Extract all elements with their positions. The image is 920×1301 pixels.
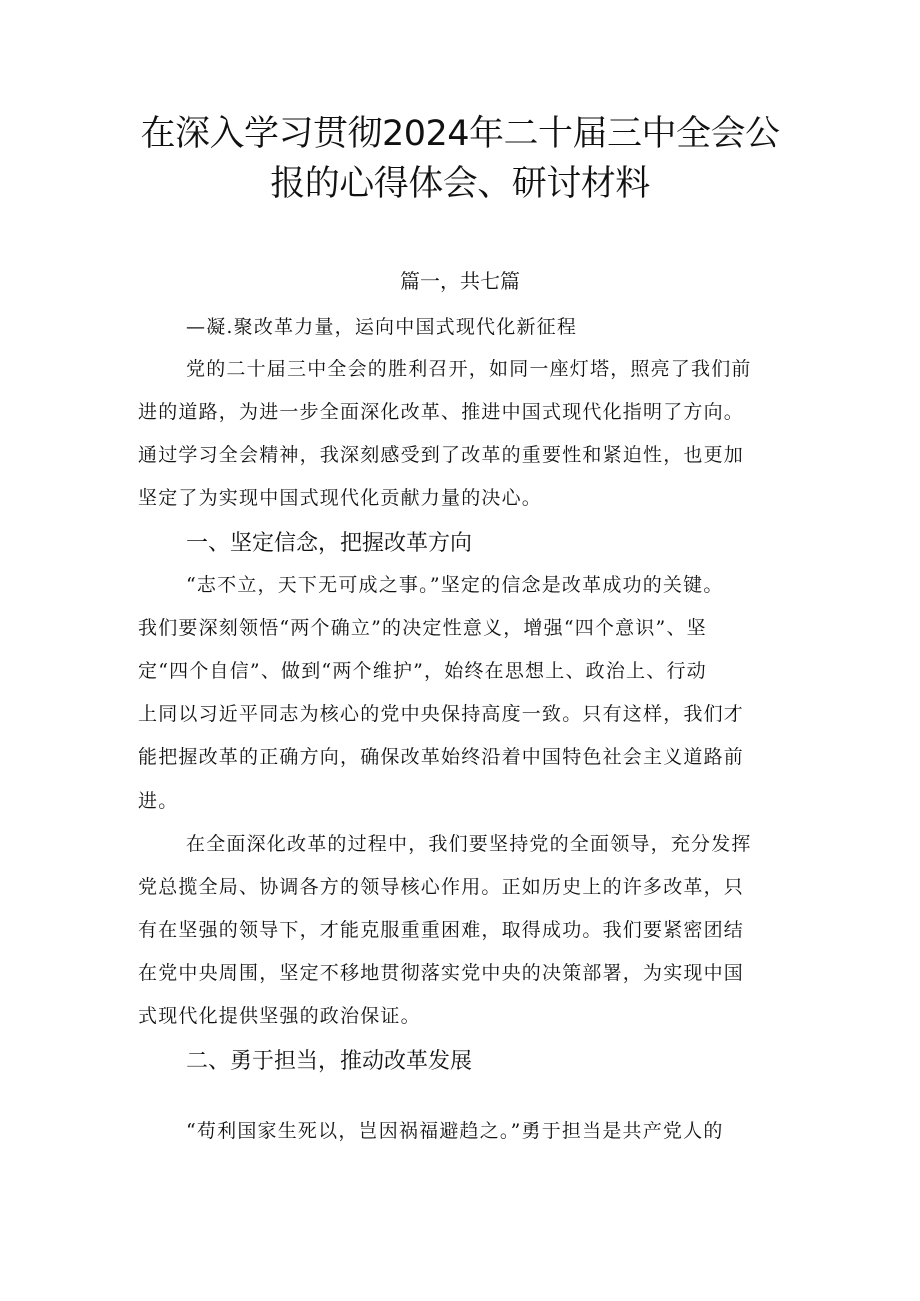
paragraph-2-line: 在党中央周围，坚定不移地贯彻落实党中央的决策部署，为实现中国 [138,962,745,984]
paragraph-3-line: “苟利国家生死以，岂因祸福避趋之。”勇于担当是共产党人的 [186,1120,724,1142]
intro-line: 坚定了为实现中国式现代化贡献力量的决心。 [138,487,543,509]
section-heading-1: 一、坚定信念，把握改革方向 [186,531,473,556]
intro-line: 党的二十届三中全会的胜利召开，如同一座灯塔，照亮了我们前 [186,358,752,380]
intro-line: 进的道路，为进一步全面深化改革、推进中国式现代化指明了方向。 [138,401,745,423]
document-title-line-2: 报的心得体会、研讨材料 [270,164,650,204]
section-label: 篇一，共七篇 [400,269,520,293]
section-heading-2: 二、勇于担当，推动改革发展 [186,1049,473,1074]
article-subtitle: —凝.聚改革力量，运向中国式现代化新征程 [186,316,578,338]
paragraph-1-line: “志不立，天下无可成之事。”坚定的信念是改革成功的关键。 [186,574,724,596]
document-title-line-1: 在深入学习贯彻2024年二十届三中全会公 [140,114,780,154]
paragraph-1-line: 上同以习近平同志为核心的党中央保持高度一致。只有这样，我们才 [138,703,745,725]
paragraph-1-line: 定“四个自信”、做到“两个维护”，始终在思想上、政治上、行动 [138,660,707,682]
paragraph-2-line: 党总揽全局、协调各方的领导核心作用。正如历史上的许多改革，只 [138,876,745,898]
paragraph-2-line: 有在坚强的领导下，才能克服重重困难，取得成功。我们要紧密团结 [138,919,745,941]
paragraph-1-line: 进。 [138,790,179,812]
intro-line: 通过学习全会精神，我深刻感受到了改革的重要性和紧迫性，也更加 [138,444,745,466]
paragraph-2-line: 在全面深化改革的过程中，我们要坚持党的全面领导，充分发挥 [186,833,752,855]
paragraph-2-line: 式现代化提供坚强的政治保证。 [138,1005,421,1027]
paragraph-1-line: 能把握改革的正确方向，确保改革始终沿着中国特色社会主义道路前 [138,746,745,768]
paragraph-1-line: 我们要深刻领悟“两个确立”的决定性意义，增强“四个意识”、坚 [138,617,707,639]
